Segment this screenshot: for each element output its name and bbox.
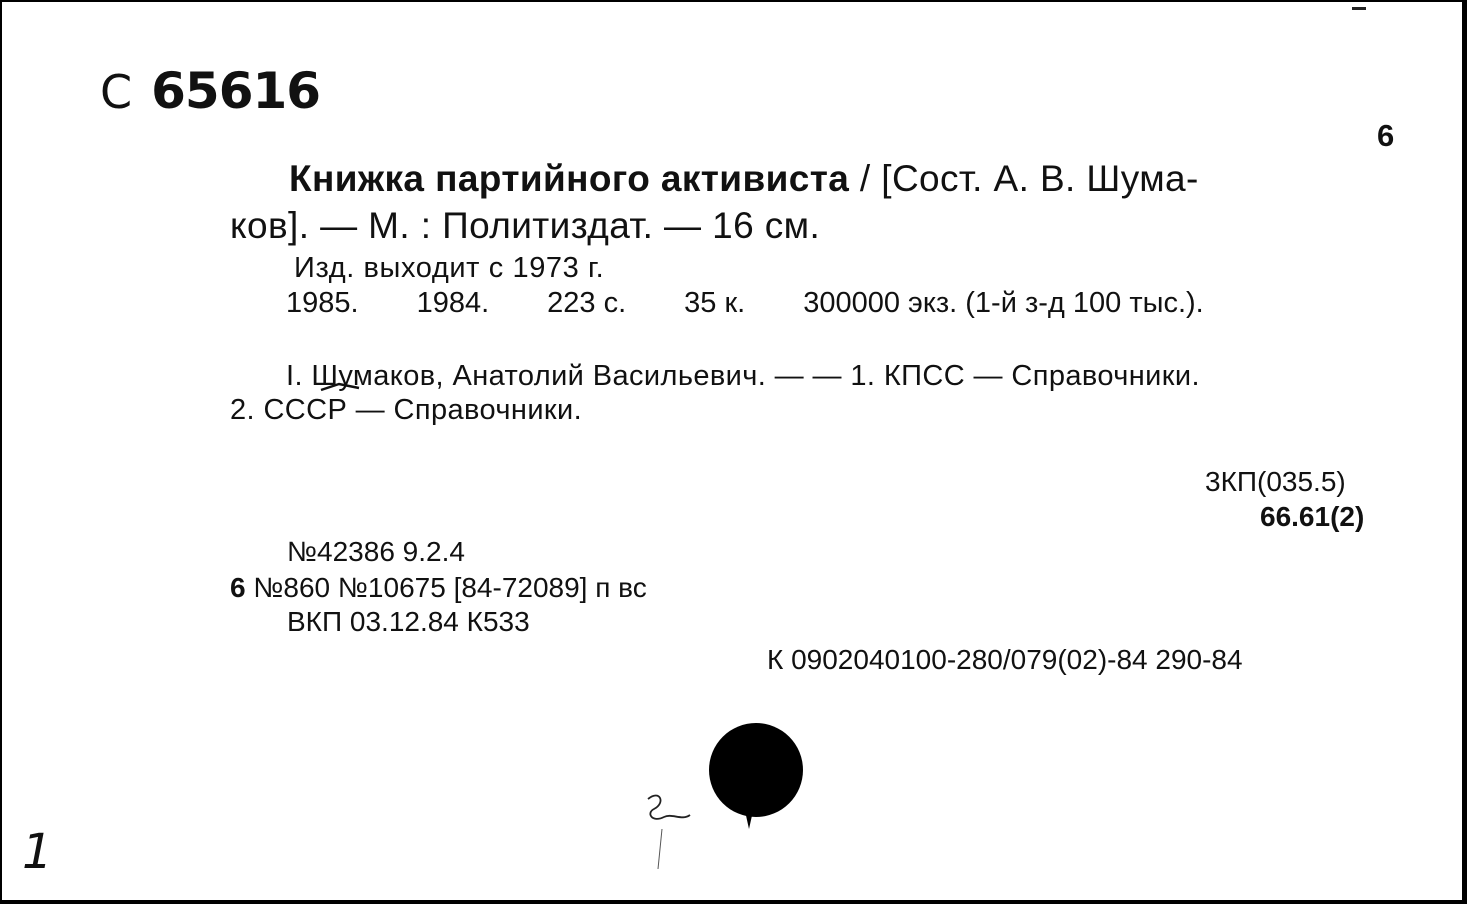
publication-note: Изд. выходит с 1973 г. — [294, 252, 605, 284]
imprint-year-1: 1985. — [286, 287, 359, 319]
pen-scratch-mark — [291, 368, 381, 408]
imprint-copies: 300000 экз. (1-й з-д 100 тыс.). — [803, 287, 1204, 319]
catalog-card — [2, 2, 1462, 900]
title-line-1 — [289, 160, 1199, 197]
classification-code-1: 3КП(035.5) — [1205, 466, 1346, 497]
imprint-price: 35 к. — [684, 287, 746, 319]
bottom-code: К 0902040100-280/079(02)-84 290-84 — [767, 644, 1243, 675]
order-line-2-rest: №860 №10675 [84-72089] п вс — [245, 572, 647, 603]
order-line-2 — [230, 574, 647, 602]
call-number — [100, 62, 321, 120]
tracing-line-2: 2. СССР — Справочники. — [230, 394, 583, 426]
corner-number: 6 — [1377, 118, 1395, 153]
imprint-year-2: 1984. — [416, 287, 490, 319]
classification-code-2: 66.61(2) — [1260, 501, 1365, 532]
book-title: Книжка партийного активиста — [289, 158, 850, 199]
call-number-prefix: С — [100, 65, 134, 119]
order-line-3: ВКП 03.12.84 К533 — [287, 606, 530, 637]
handwritten-number-text: 1 — [22, 826, 53, 876]
call-number-digits: 65616 — [151, 62, 321, 120]
order-line-1: №42386 9.2.4 — [287, 536, 465, 567]
tracing-line-1: I. Шумаков, Анатолий Васильевич. — — 1. КПСС — Справочники. — [286, 360, 1200, 392]
title-line-2: ков]. — М. : Политиздат. — 16 см. — [230, 205, 821, 246]
dust-speck — [1352, 7, 1366, 10]
imprint-pages: 223 с. — [547, 287, 627, 319]
handwritten-number-one — [20, 826, 60, 876]
order-line-2-lead: 6 — [230, 572, 246, 603]
title-line-1-rest: / [Сост. А. В. Шума- — [849, 158, 1199, 199]
imprint-line — [286, 289, 1204, 318]
ink-blot — [709, 723, 809, 838]
handwritten-scribble — [642, 787, 702, 877]
